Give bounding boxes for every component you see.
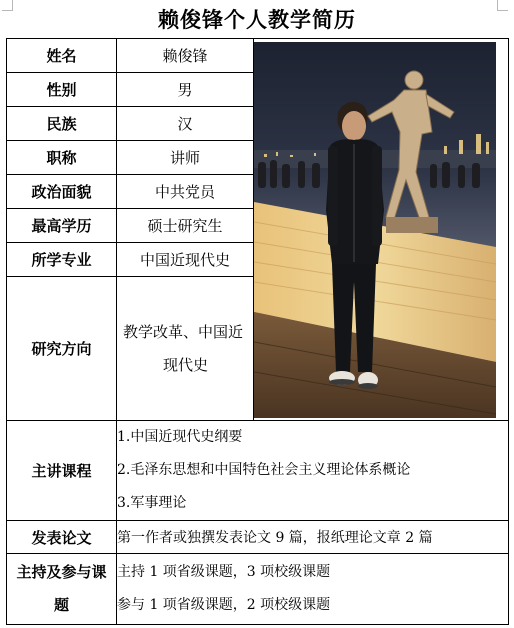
- resume-table: [6, 38, 509, 625]
- major-label: 所学专业: [7, 243, 117, 277]
- photo-cell: [254, 39, 509, 421]
- projects-label-line1: 主持及参与课: [16, 563, 107, 581]
- papers-label: 发表论文: [7, 521, 117, 554]
- projects-list: [117, 554, 509, 625]
- row-name: [7, 39, 509, 73]
- name-label: 姓名: [7, 39, 117, 73]
- gender-label: 性别: [7, 73, 117, 107]
- papers-value: 第一作者或独撰发表论文 9 篇，报纸理论文章 2 篇: [117, 521, 509, 554]
- course-item: 1.中国近现代史纲要: [117, 429, 243, 445]
- political-value: 中共党员: [117, 175, 254, 209]
- projects-label-line2: 题: [53, 596, 69, 614]
- degree-label: 最高学历: [7, 209, 117, 243]
- research-value-line1: 教学改革、中国近: [123, 322, 244, 341]
- name-value: 赖俊锋: [117, 39, 254, 73]
- row-courses: [7, 421, 509, 521]
- course-item: 3.军事理论: [117, 495, 187, 511]
- ethnicity-label: 民族: [7, 107, 117, 141]
- project-item: 主持 1 项省级课题，3 项校级课题: [117, 564, 331, 580]
- ethnicity-value: 汉: [117, 107, 254, 141]
- document-title: 赖俊锋个人教学简历: [158, 8, 356, 32]
- project-item: 参与 1 项省级课题，2 项校级课题: [117, 597, 331, 613]
- gender-value: 男: [117, 73, 254, 107]
- courses-list: [117, 421, 509, 521]
- research-label: 研究方向: [7, 277, 117, 421]
- projects-label: [7, 554, 117, 625]
- row-papers: [7, 521, 509, 554]
- portrait-photo: [254, 42, 496, 418]
- research-value: [117, 277, 254, 421]
- major-value: 中国近现代史: [117, 243, 254, 277]
- course-item: 2.毛泽东思想和中国特色社会主义理论体系概论: [117, 462, 411, 478]
- row-projects: [7, 554, 509, 625]
- title-value: 讲师: [117, 141, 254, 175]
- degree-value: 硕士研究生: [117, 209, 254, 243]
- research-value-line2: 现代史: [163, 355, 209, 374]
- courses-label: 主讲课程: [7, 421, 117, 521]
- political-label: 政治面貌: [7, 175, 117, 209]
- title-label: 职称: [7, 141, 117, 175]
